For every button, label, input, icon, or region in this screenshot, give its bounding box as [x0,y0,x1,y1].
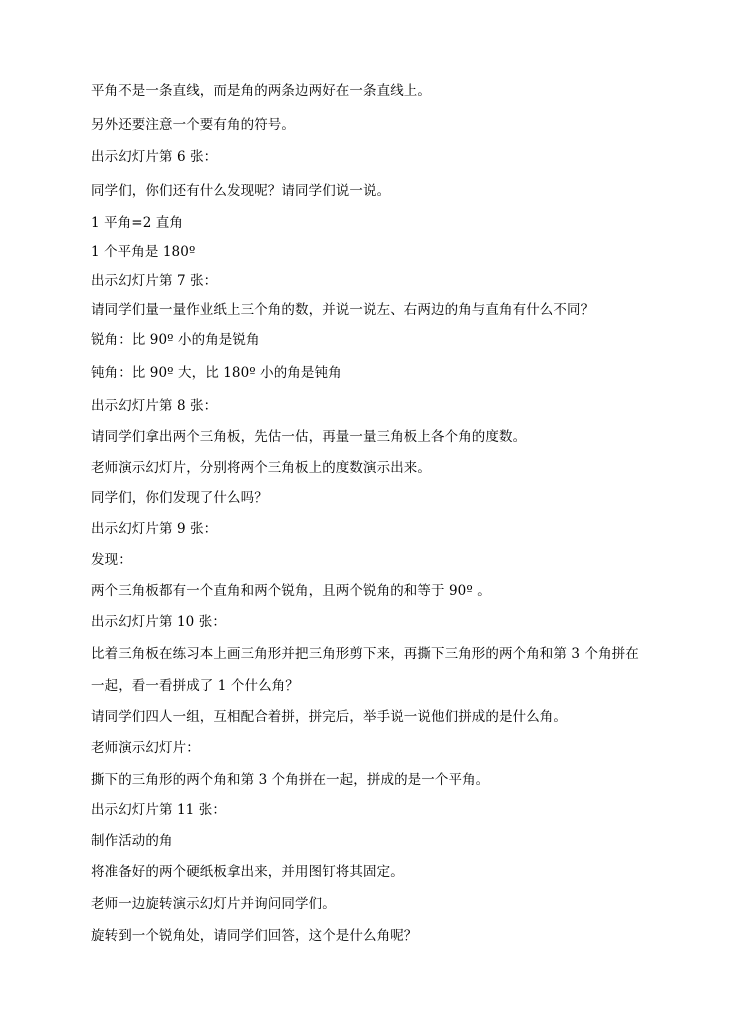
text-line: 出示幻灯片第 11 张： [91,802,226,818]
text-line: 出示幻灯片第 10 张： [91,614,226,630]
text-line: 撕下的三角形的两个角和第 3 个角拼在一起，拼成的是一个平角。 [91,772,490,788]
text-line: 将准备好的两个硬纸板拿出来，并用图钉将其固定。 [91,864,404,880]
text-line: 出示幻灯片第 9 张： [91,521,218,537]
text-line: 请同学们量一量作业纸上三个角的数，并说一说左、右两边的角与直角有什么不同？ [91,302,595,318]
text-line: 一起，看一看拼成了 1 个什么角？ [91,678,299,694]
text-line: 旋转到一个锐角处，请同学们回答，这个是什么角呢？ [91,928,418,944]
text-line: 钝角：比 90º 大，比 180º 小的角是钝角 [91,365,342,381]
text-line: 锐角：比 90º 小的角是锐角 [91,332,260,348]
text-line: 1 个平角是 180º [91,244,196,260]
text-line: 请同学们四人一组，互相配合着拼，拼完后，举手说一说他们拼成的是什么角。 [91,709,567,725]
text-line: 同学们，你们发现了什么吗？ [91,490,268,506]
text-line: 出示幻灯片第 8 张： [91,398,218,414]
text-line: 两个三角板都有一个直角和两个锐角，且两个锐角的和等于 90º 。 [91,583,491,599]
text-line: 比着三角板在练习本上画三角形并把三角形剪下来，再撕下三角形的两个角和第 3 个角拼在 [91,646,639,662]
text-line: 发现： [91,552,132,568]
text-line: 老师演示幻灯片： [91,740,200,756]
text-line: 1 平角=2 直角 [91,215,183,231]
text-line: 老师演示幻灯片，分别将两个三角板上的度数演示出来。 [91,460,431,476]
text-line: 老师一边旋转演示幻灯片并询问同学们。 [91,896,336,912]
text-line: 制作活动的角 [91,833,173,849]
text-line: 出示幻灯片第 6 张： [91,149,218,165]
text-line: 出示幻灯片第 7 张： [91,273,218,289]
text-line: 请同学们拿出两个三角板，先估一估，再量一量三角板上各个角的度数。 [91,429,527,445]
text-line: 平角不是一条直线，而是角的两条边两好在一条直线上。 [91,83,431,99]
text-line: 另外还要注意一个要有角的符号。 [91,117,295,133]
text-line: 同学们，你们还有什么发现呢？请同学们说一说。 [91,183,391,199]
